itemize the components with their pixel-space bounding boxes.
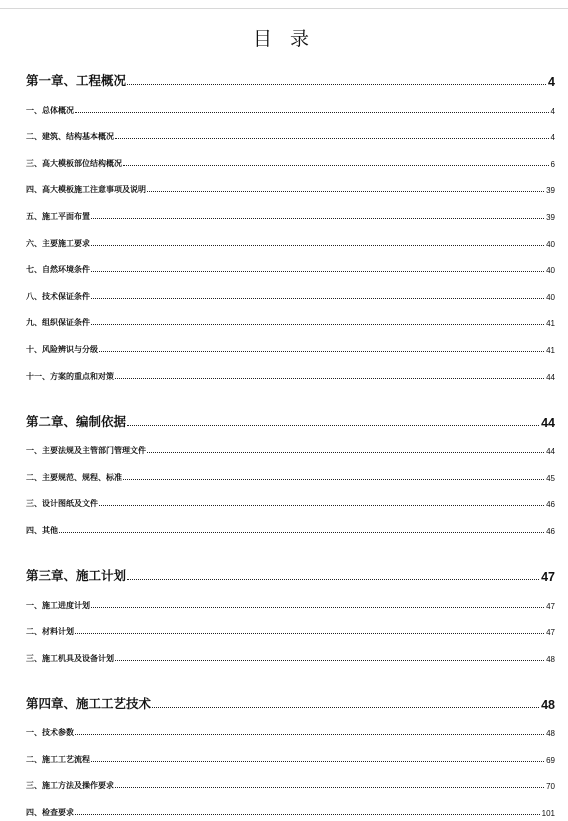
dot-leader xyxy=(152,707,539,708)
section-page-number: 40 xyxy=(546,292,555,302)
toc-chapter xyxy=(26,561,555,667)
dot-leader xyxy=(91,218,544,219)
chapter-page-number: 44 xyxy=(541,415,555,430)
toc-section-entry[interactable] xyxy=(26,794,555,821)
dot-leader xyxy=(91,607,544,608)
toc-section-entry[interactable] xyxy=(26,358,555,385)
toc-chapter-entry[interactable] xyxy=(26,407,555,433)
toc-chapter-entry[interactable] xyxy=(26,689,555,715)
toc-section-entry[interactable] xyxy=(26,486,555,513)
toc-chapter xyxy=(26,689,555,821)
chapter-title: 第一章、工程概况 xyxy=(26,73,127,88)
toc-chapter xyxy=(26,407,555,539)
section-title: 四、其他 xyxy=(26,524,58,535)
section-page-number: 46 xyxy=(546,500,555,510)
dot-leader xyxy=(99,505,544,506)
dot-leader xyxy=(115,787,544,788)
section-title: 一、主要法规及主管部门管理文件 xyxy=(26,445,146,456)
page-top-border xyxy=(0,8,568,9)
dot-leader xyxy=(75,814,540,815)
section-title: 六、主要施工要求 xyxy=(26,237,90,248)
dot-leader xyxy=(127,84,546,85)
dot-leader xyxy=(91,271,544,272)
section-title: 二、建筑、结构基本概况 xyxy=(26,131,114,142)
section-page-number: 70 xyxy=(546,782,555,792)
section-title: 十一、方案的重点和对策 xyxy=(26,370,114,381)
section-title: 四、高大模板施工注意事项及说明 xyxy=(26,184,146,195)
section-page-number: 39 xyxy=(546,186,555,196)
toc-chapter-entry[interactable] xyxy=(26,561,555,587)
dot-leader xyxy=(91,324,544,325)
chapter-page-number: 4 xyxy=(548,75,555,89)
toc-section-entry[interactable] xyxy=(26,305,555,332)
toc-section-entry[interactable] xyxy=(26,252,555,279)
dot-leader xyxy=(147,191,544,192)
toc-section-entry[interactable] xyxy=(26,119,555,146)
section-page-number: 101 xyxy=(541,809,555,819)
dot-leader xyxy=(127,425,539,426)
chapter-page-number: 47 xyxy=(541,569,555,584)
dot-leader xyxy=(91,245,544,246)
section-page-number: 44 xyxy=(546,372,555,382)
dot-leader xyxy=(75,734,544,735)
toc-section-entry[interactable] xyxy=(26,459,555,486)
section-title: 三、高大模板部位结构概况 xyxy=(26,157,122,168)
dot-leader xyxy=(115,660,544,661)
section-title: 一、总体概况 xyxy=(26,104,74,115)
dot-leader xyxy=(123,165,549,166)
toc-title: 目 录 xyxy=(252,28,316,50)
dot-leader xyxy=(147,452,544,453)
dot-leader xyxy=(75,633,544,634)
section-title: 二、施工工艺流程 xyxy=(26,753,90,764)
toc-section-entry[interactable] xyxy=(26,512,555,539)
toc-chapter-entry[interactable] xyxy=(26,66,555,92)
section-page-number: 48 xyxy=(546,729,555,739)
chapter-page-number: 48 xyxy=(541,697,555,712)
section-page-number: 46 xyxy=(546,526,555,536)
toc-section-entry[interactable] xyxy=(26,225,555,252)
toc-section-entry[interactable] xyxy=(26,172,555,199)
dot-leader xyxy=(59,532,544,533)
toc-section-entry[interactable] xyxy=(26,715,555,742)
section-page-number: 6 xyxy=(550,159,555,169)
dot-leader xyxy=(99,351,544,352)
section-page-number: 41 xyxy=(546,319,555,329)
section-title: 九、组织保证条件 xyxy=(26,317,90,328)
toc-chapter xyxy=(26,66,555,385)
section-title: 三、施工机具及设备计划 xyxy=(26,652,114,663)
toc-section-entry[interactable] xyxy=(26,145,555,172)
toc-section-entry[interactable] xyxy=(26,92,555,119)
section-page-number: 45 xyxy=(546,473,555,483)
dot-leader xyxy=(75,112,549,113)
toc-section-entry[interactable] xyxy=(26,614,555,641)
section-title: 一、技术参数 xyxy=(26,727,74,738)
chapter-title: 第四章、施工工艺技术 xyxy=(26,695,152,711)
toc-section-entry[interactable] xyxy=(26,433,555,460)
section-title: 二、材料计划 xyxy=(26,626,74,637)
section-page-number: 41 xyxy=(546,345,555,355)
toc-section-entry[interactable] xyxy=(26,741,555,768)
section-page-number: 40 xyxy=(546,266,555,276)
section-page-number: 69 xyxy=(546,755,555,765)
section-page-number: 4 xyxy=(550,133,555,143)
section-page-number: 47 xyxy=(546,601,555,611)
section-page-number: 39 xyxy=(546,212,555,222)
section-title: 三、设计图纸及文件 xyxy=(26,498,98,509)
section-page-number: 47 xyxy=(546,628,555,638)
table-of-contents xyxy=(26,66,555,821)
dot-leader xyxy=(91,298,544,299)
section-page-number: 4 xyxy=(550,106,555,116)
section-title: 一、施工进度计划 xyxy=(26,599,90,610)
toc-section-entry[interactable] xyxy=(26,278,555,305)
section-page-number: 40 xyxy=(546,239,555,249)
toc-section-entry[interactable] xyxy=(26,331,555,358)
section-title: 四、检查要求 xyxy=(26,807,74,818)
dot-leader xyxy=(91,761,544,762)
chapter-title: 第三章、施工计划 xyxy=(26,567,127,583)
dot-leader xyxy=(123,479,544,480)
toc-section-entry[interactable] xyxy=(26,198,555,225)
section-title: 五、施工平面布置 xyxy=(26,210,90,221)
section-page-number: 48 xyxy=(546,654,555,664)
chapter-title: 第二章、编制依据 xyxy=(26,413,127,429)
dot-leader xyxy=(127,579,539,580)
section-title: 三、施工方法及操作要求 xyxy=(26,780,114,791)
section-title: 八、技术保证条件 xyxy=(26,290,90,301)
dot-leader xyxy=(115,138,549,139)
section-title: 十、风险辨识与分级 xyxy=(26,343,98,354)
toc-section-entry[interactable] xyxy=(26,640,555,667)
section-page-number: 44 xyxy=(546,447,555,457)
section-title: 二、主要规范、规程、标准 xyxy=(26,471,122,482)
toc-section-entry[interactable] xyxy=(26,587,555,614)
dot-leader xyxy=(115,378,544,379)
section-title: 七、自然环境条件 xyxy=(26,264,90,275)
toc-section-entry[interactable] xyxy=(26,768,555,795)
